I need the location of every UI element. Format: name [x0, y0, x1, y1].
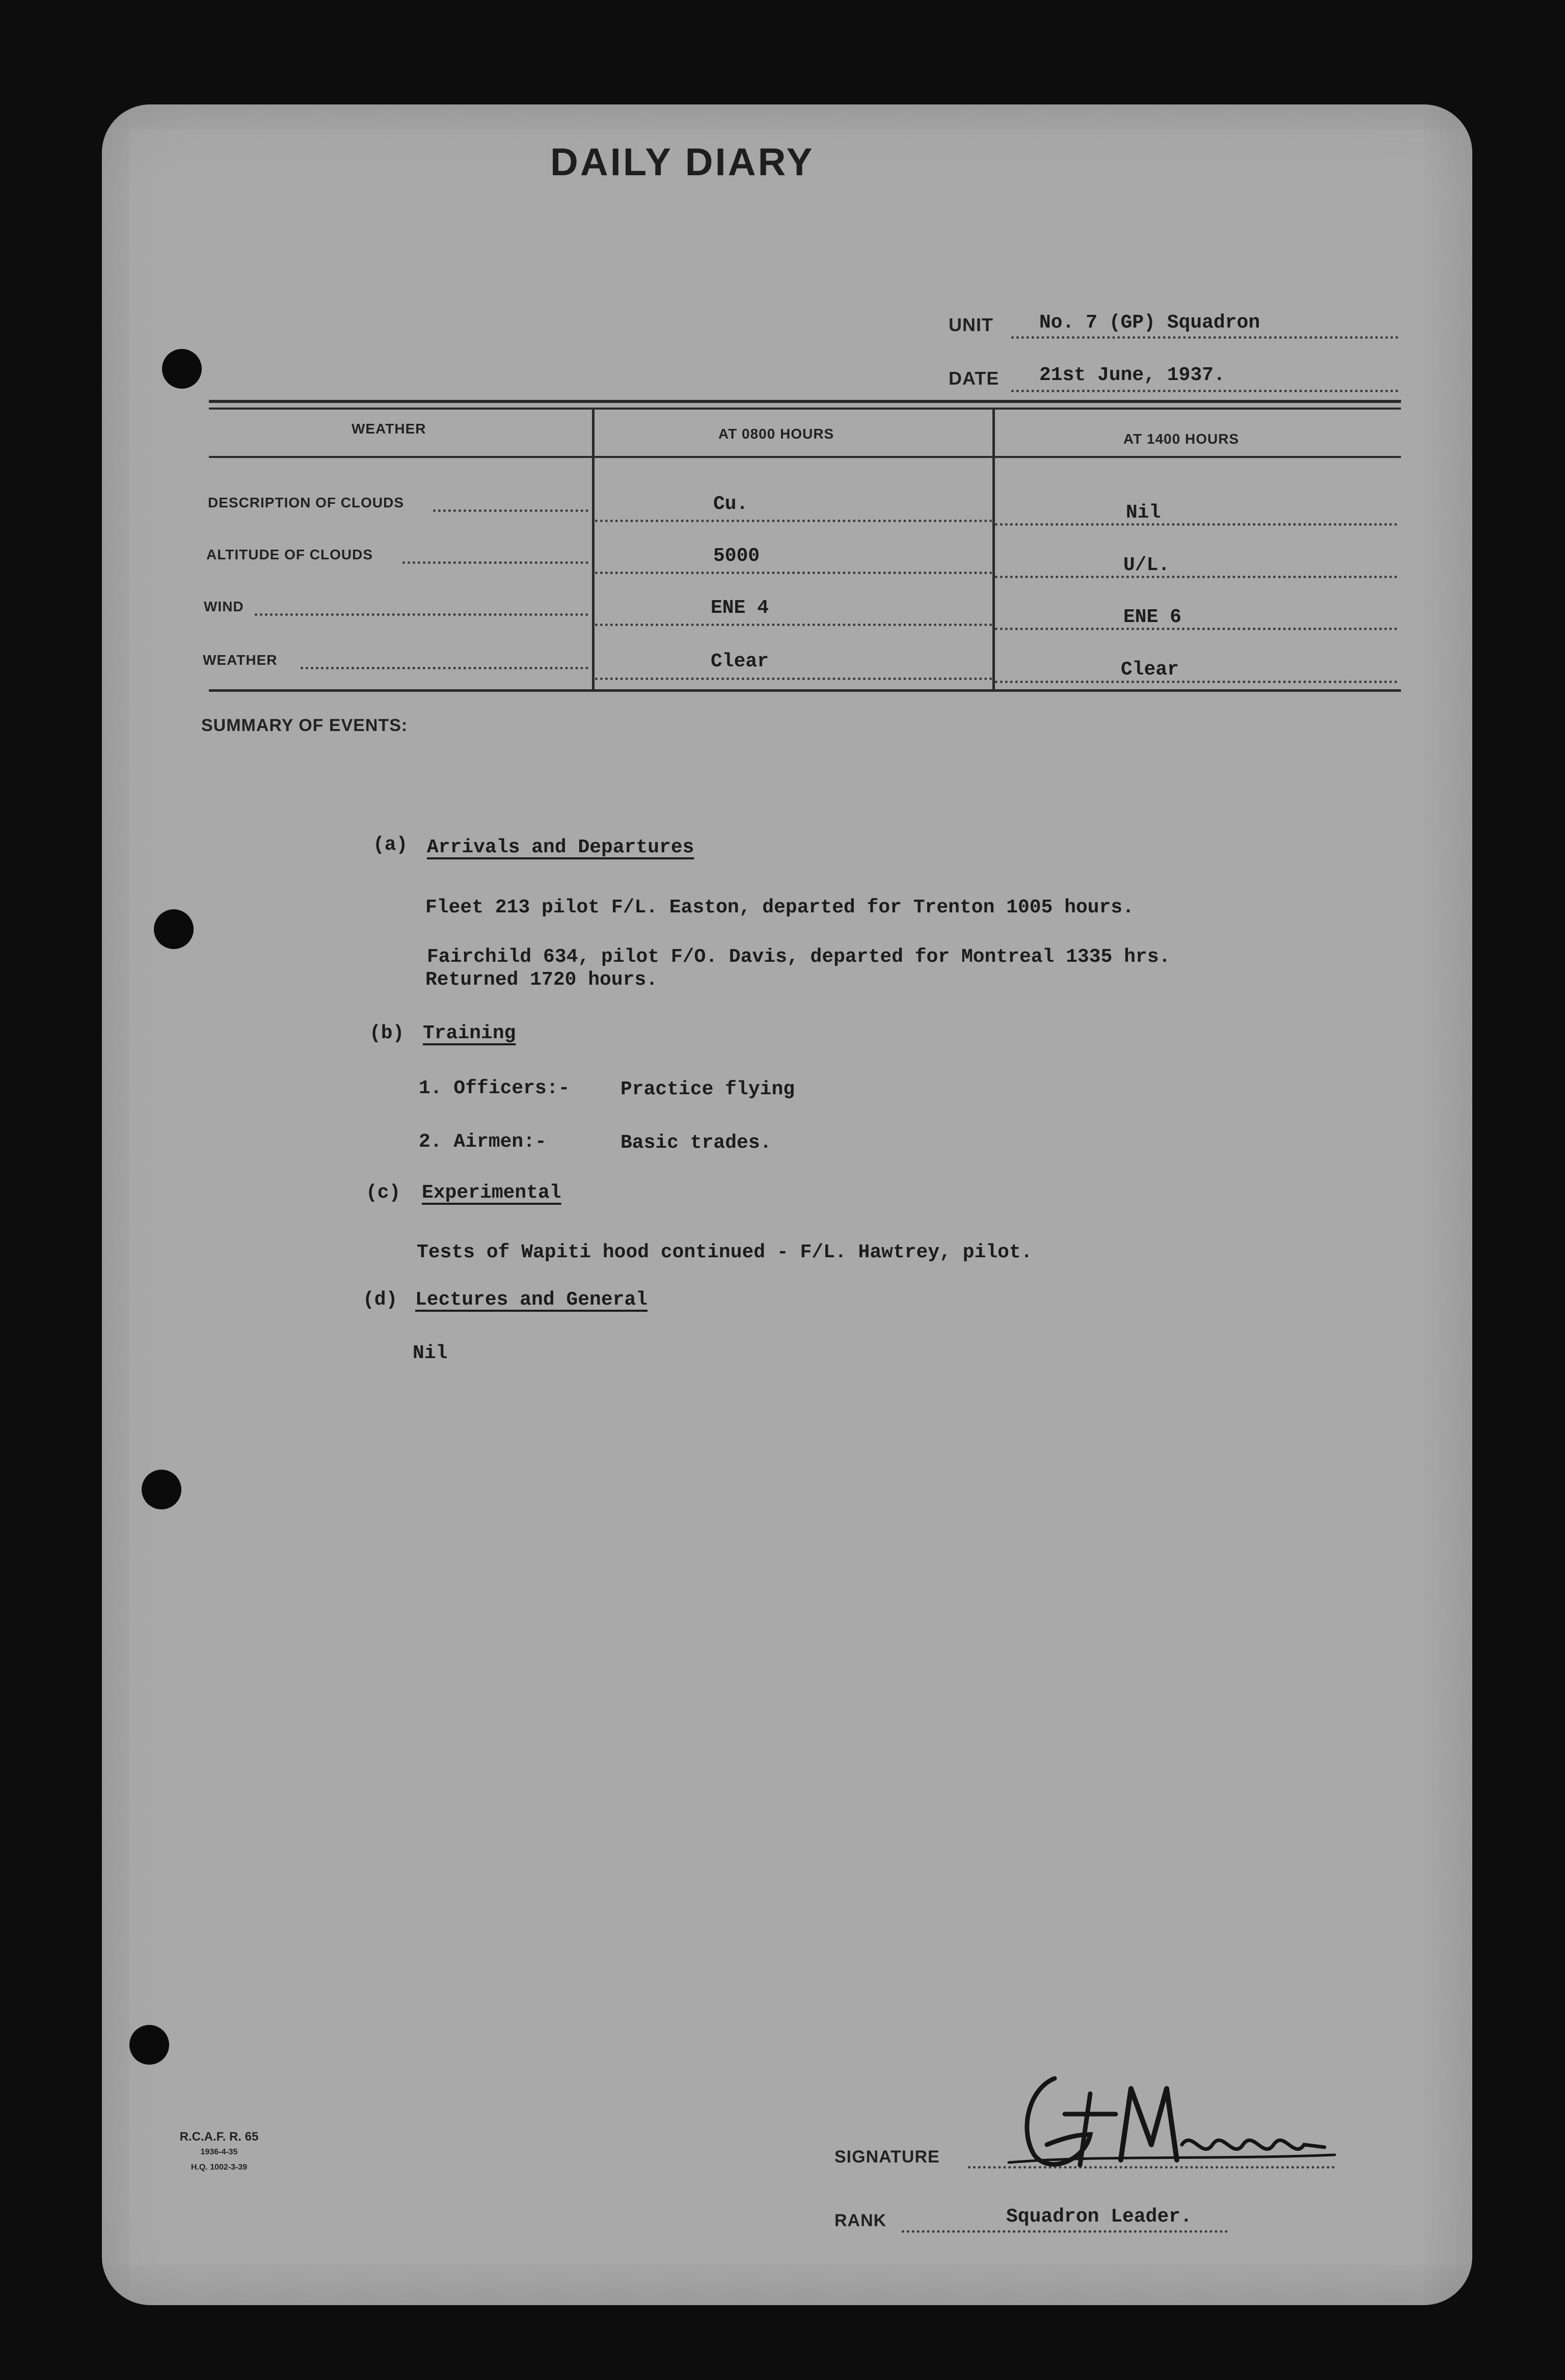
form-id-sub-1: 1936-4-35 [200, 2148, 238, 2156]
form-id: R.C.A.F. R. 65 [179, 2130, 259, 2144]
page-title: DAILY DIARY [550, 141, 815, 184]
row-label-description: DESCRIPTION OF CLOUDS [208, 495, 404, 510]
section-b-marker: (b) [369, 1022, 404, 1044]
row-3-am-line [595, 624, 992, 626]
punch-hole-1 [162, 349, 202, 389]
date-dotted-line [1011, 390, 1398, 392]
signature-image [999, 2058, 1345, 2180]
row-4-dots [301, 667, 588, 669]
section-c-line-1: Tests of Wapiti hood continued - F/L. Hawtrey, pilot. [417, 1241, 1033, 1263]
punch-hole-4 [129, 2025, 169, 2065]
section-d-line-1: Nil [413, 1342, 448, 1364]
cell-wind-1400: ENE 6 [1123, 606, 1182, 628]
section-b-title: Training [423, 1022, 516, 1044]
row-4-pm-line [995, 681, 1397, 683]
section-a-line-2: Fairchild 634, pilot F/O. Davis, departed for Montreal 1335 hrs. [427, 946, 1171, 968]
section-b-item-1-value: Practice flying [620, 1078, 795, 1100]
section-a-marker: (a) [373, 834, 408, 856]
form-id-sub-2: H.Q. 1002-3-39 [191, 2163, 248, 2172]
section-a-line-3: Returned 1720 hours. [425, 969, 658, 991]
section-d-marker: (d) [363, 1289, 398, 1311]
section-c-marker: (c) [366, 1182, 401, 1204]
cell-clouds-1400: Nil [1126, 502, 1161, 524]
section-a-line-1: Fleet 213 pilot F/L. Easton, departed for Trenton 1005 hours. [425, 897, 1135, 918]
table-top-rule [209, 400, 1401, 403]
unit-value: No. 7 (GP) Squadron [1039, 312, 1260, 334]
section-b-item-2-label: 2. Airmen:- [419, 1131, 547, 1153]
col-header-1400: AT 1400 HOURS [1123, 431, 1239, 447]
row-2-pm-line [995, 576, 1397, 578]
row-4-am-line [595, 678, 992, 680]
row-label-altitude: ALTITUDE OF CLOUDS [206, 547, 373, 562]
cell-clouds-0800: Cu. [713, 493, 748, 515]
row-1-pm-line [995, 523, 1397, 526]
date-value: 21st June, 1937. [1039, 364, 1225, 386]
row-label-weather: WEATHER [203, 652, 278, 668]
signature-label: SIGNATURE [834, 2147, 940, 2167]
cell-weather-0800: Clear [711, 651, 769, 672]
col-header-weather: WEATHER [352, 421, 426, 437]
section-a-title: Arrivals and Departures [427, 836, 694, 858]
row-label-wind: WIND [204, 599, 244, 614]
cell-weather-1400: Clear [1121, 659, 1179, 681]
row-1-am-line [595, 520, 992, 522]
punch-hole-3 [142, 1470, 181, 1509]
date-label: DATE [949, 368, 1000, 389]
cell-wind-0800: ENE 4 [711, 597, 769, 619]
unit-dotted-line [1011, 336, 1398, 339]
rank-value: Squadron Leader. [1006, 2206, 1192, 2228]
table-bottom-rule [209, 689, 1401, 692]
row-3-dots [255, 613, 588, 616]
cell-altitude-1400: U/L. [1123, 554, 1170, 576]
punch-hole-2 [154, 909, 194, 949]
row-1-dots [433, 509, 588, 512]
section-d-title: Lectures and General [415, 1289, 648, 1311]
row-2-am-line [595, 572, 992, 574]
unit-label: UNIT [949, 314, 993, 335]
table-header-rule [209, 456, 1401, 458]
rank-dotted-line [902, 2230, 1228, 2233]
rank-label: RANK [834, 2211, 887, 2230]
section-b-item-1-label: 1. Officers:- [419, 1077, 570, 1099]
table-top-rule-2 [209, 408, 1401, 410]
cell-altitude-0800: 5000 [713, 545, 760, 567]
table-divider-1 [592, 408, 595, 690]
form-id-block [158, 2129, 280, 2175]
table-divider-2 [992, 408, 995, 690]
section-c-title: Experimental [422, 1182, 561, 1204]
row-2-dots [402, 561, 588, 564]
summary-heading: SUMMARY OF EVENTS: [201, 716, 408, 735]
section-b-item-2-value: Basic trades. [620, 1132, 772, 1154]
row-3-pm-line [995, 628, 1397, 630]
col-header-0800: AT 0800 HOURS [718, 426, 834, 442]
